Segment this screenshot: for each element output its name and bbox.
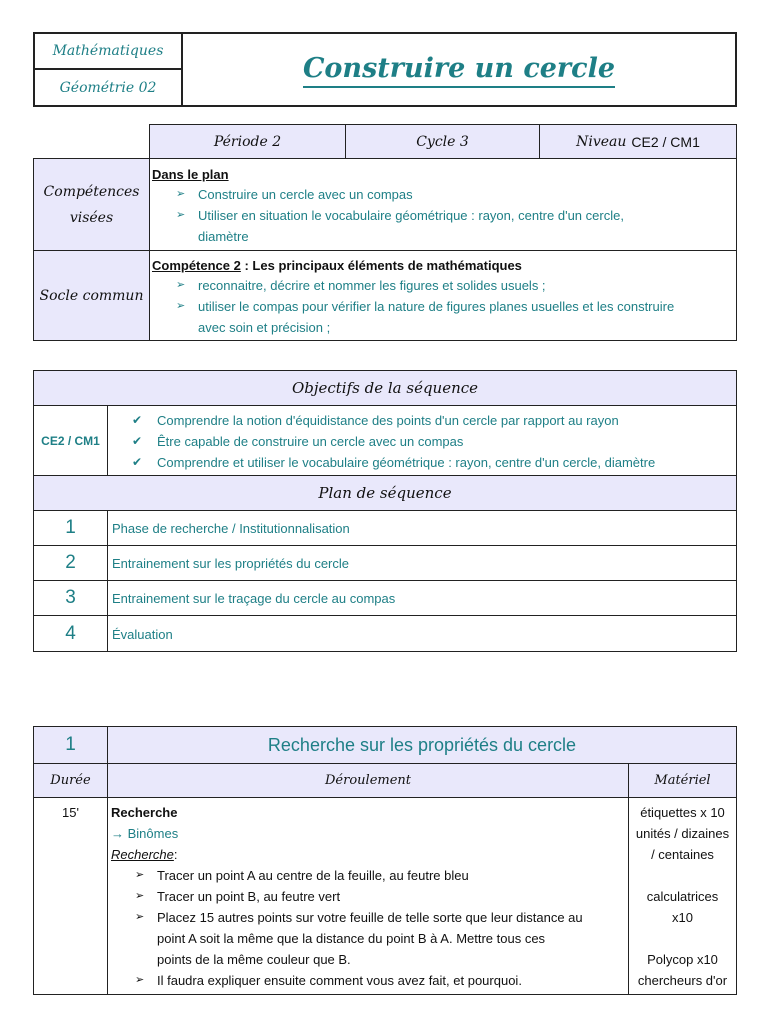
bullet-icon: ➢ xyxy=(135,974,145,986)
plan-row-text: Phase de recherche / Institutionnalisation xyxy=(107,510,737,546)
recherche-sub-colon: : xyxy=(173,847,178,862)
duree-value: 15' xyxy=(62,805,79,820)
step-item: Tracer un point B, au feutre vert xyxy=(157,889,341,904)
socle-heading-underlined: Compétence 2 xyxy=(152,258,241,273)
plan-num: 4 xyxy=(33,615,108,652)
materiel-item: calculatrices xyxy=(646,889,719,904)
materiel-item: étiquettes x 10 xyxy=(640,805,725,820)
step-item: Tracer un point A au centre de la feuille, au feutre bleu xyxy=(157,868,469,883)
socle-label-cell: Socle commun xyxy=(33,250,150,341)
objectif-item: Comprendre et utiliser le vocabulaire géométrique : rayon, centre d'un cercle, diamètre xyxy=(157,455,656,470)
objectif-item: Comprendre la notion d'équidistance des points d'un cercle par rapport au rayon xyxy=(157,413,619,428)
competences-label-2: visées xyxy=(69,209,114,226)
duree-cell xyxy=(33,797,108,995)
competences-label-cell xyxy=(33,158,150,251)
materiel-item: unités / dizaines xyxy=(635,826,730,841)
bullet-icon: ➢ xyxy=(176,279,186,291)
check-icon: ✔ xyxy=(132,455,143,469)
col-duree: Durée xyxy=(33,763,108,798)
bullet-icon: ➢ xyxy=(135,911,145,923)
socle-item: reconnaitre, décrire et nommer les figures et solides usuels ; xyxy=(198,278,546,293)
bullet-icon: ➢ xyxy=(135,869,145,881)
recherche-sub-label: Recherche xyxy=(111,847,174,862)
materiel-item: / centaines xyxy=(651,847,714,862)
objectif-item: Être capable de construire un cercle avec un compas xyxy=(157,434,464,449)
bullet-icon: ➢ xyxy=(176,300,186,312)
step-item: Placez 15 autres points sur votre feuille de telle sorte que leur distance au xyxy=(157,910,583,925)
step-item-cont: points de la même couleur que B. xyxy=(157,952,351,967)
niveau-value: CE2 / CM1 xyxy=(631,133,700,150)
page-title: Construire un cercle xyxy=(303,53,615,88)
domain-label: Géométrie 02 xyxy=(59,79,157,96)
plan-title: Plan de séquence xyxy=(33,475,737,511)
plan-num: 2 xyxy=(33,545,108,581)
competence-item-cont: diamètre xyxy=(198,229,249,244)
plan-row-text: Entrainement sur les propriétés du cercle xyxy=(107,545,737,581)
socle-item: utiliser le compas pour vérifier la nature de figures planes usuelles et les construire xyxy=(198,299,675,314)
recherche-sub xyxy=(111,844,178,865)
groupe-label: → Binômes xyxy=(111,826,179,841)
objectifs-level: CE2 / CM1 xyxy=(33,405,108,476)
session-title: Recherche sur les propriétés du cercle xyxy=(107,726,737,764)
materiel-item: Polycop x10 xyxy=(647,952,718,967)
plan-num: 1 xyxy=(33,510,108,546)
check-icon: ✔ xyxy=(132,434,143,448)
socle-heading-rest: : Les principaux éléments de mathématiques xyxy=(240,258,522,273)
cycle-cell: Cycle 3 xyxy=(345,124,540,159)
socle-heading xyxy=(152,255,522,276)
plan-row-text: Entrainement sur le traçage du cercle au compas xyxy=(107,580,737,616)
plan-num: 3 xyxy=(33,580,108,616)
title-wrap xyxy=(183,34,735,106)
objectifs-title: Objectifs de la séquence xyxy=(33,370,737,406)
materiel-item: chercheurs d'or xyxy=(637,973,728,988)
materiel-item: x10 xyxy=(672,910,693,925)
competences-label-1: Compétences xyxy=(43,183,140,200)
bullet-icon: ➢ xyxy=(135,890,145,902)
check-icon: ✔ xyxy=(132,413,143,427)
competence-item: Construire un cercle avec un compas xyxy=(198,187,413,202)
competence-item: Utiliser en situation le vocabulaire géométrique : rayon, centre d'un cercle, xyxy=(198,208,624,223)
bullet-icon: ➢ xyxy=(176,188,186,200)
col-materiel: Matériel xyxy=(628,763,737,798)
competences-heading: Dans le plan xyxy=(152,167,229,182)
session-num: 1 xyxy=(33,726,108,764)
periode-cell: Période 2 xyxy=(149,124,346,159)
niveau-label: Niveau xyxy=(576,133,627,150)
socle-item-cont: avec soin et précision ; xyxy=(198,320,331,335)
niveau-cell xyxy=(539,124,737,159)
step-item-cont: point A soit la même que la distance du point B à A. Mettre tous ces xyxy=(157,931,546,946)
bullet-icon: ➢ xyxy=(176,209,186,221)
step-heading: Recherche xyxy=(111,805,178,820)
col-deroulement: Déroulement xyxy=(107,763,629,798)
subject-label: Mathématiques xyxy=(52,43,164,59)
step-item: Il faudra expliquer ensuite comment vous avez fait, et pourquoi. xyxy=(157,973,522,988)
plan-row-text: Évaluation xyxy=(107,615,737,652)
